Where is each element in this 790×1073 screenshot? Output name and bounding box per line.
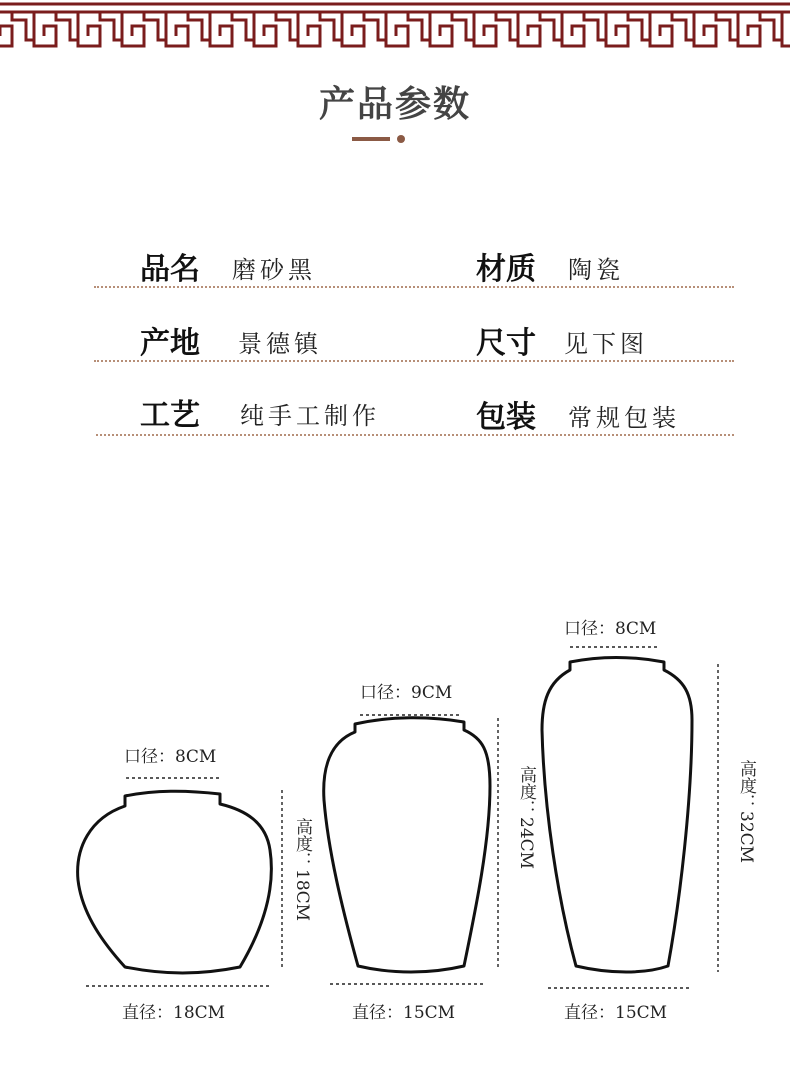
lattice-border bbox=[0, 0, 790, 52]
vase-3-height: 高度：32CM bbox=[736, 760, 756, 864]
spec-value-material: 陶瓷 bbox=[568, 256, 624, 284]
spec-key-package: 包装 bbox=[476, 400, 536, 435]
spec-value-package: 常规包装 bbox=[568, 404, 680, 432]
spec-key-origin: 产地 bbox=[140, 326, 200, 361]
vase-1-height: 高度：18CM bbox=[292, 818, 312, 922]
vase-1-mouth: 口径：8CM bbox=[124, 747, 217, 767]
vase-3-outline bbox=[542, 658, 692, 973]
vase-2-mouth: 口径：9CM bbox=[360, 683, 453, 703]
vase-3-mouth: 口径：8CM bbox=[564, 619, 657, 639]
title-ornament bbox=[352, 132, 412, 146]
vase-dimensions bbox=[0, 590, 790, 1050]
spec-key-craft: 工艺 bbox=[140, 398, 200, 433]
spec-key-name: 品名 bbox=[140, 252, 200, 287]
vase-3-diameter: 直径：15CM bbox=[564, 1003, 668, 1023]
page-title: 产品参数 bbox=[318, 84, 471, 125]
vase-diagram-svg bbox=[0, 590, 790, 1050]
spec-key-size: 尺寸 bbox=[476, 326, 536, 361]
spec-row-3 bbox=[96, 374, 734, 436]
spec-row-2 bbox=[94, 300, 734, 362]
spec-value-origin: 景德镇 bbox=[238, 330, 322, 358]
spec-row-1 bbox=[94, 226, 734, 288]
spec-value-name: 磨砂黑 bbox=[232, 256, 316, 284]
vase-2-outline bbox=[324, 718, 490, 972]
vase-1-outline bbox=[78, 791, 272, 973]
spec-value-size: 见下图 bbox=[564, 330, 648, 358]
spec-value-craft: 纯手工制作 bbox=[240, 402, 380, 430]
vase-2-height: 高度：24CM bbox=[516, 766, 536, 870]
vase-2-diameter: 直径：15CM bbox=[352, 1003, 456, 1023]
vase-1-diameter: 直径：18CM bbox=[122, 1003, 226, 1023]
spec-key-material: 材质 bbox=[476, 252, 536, 287]
